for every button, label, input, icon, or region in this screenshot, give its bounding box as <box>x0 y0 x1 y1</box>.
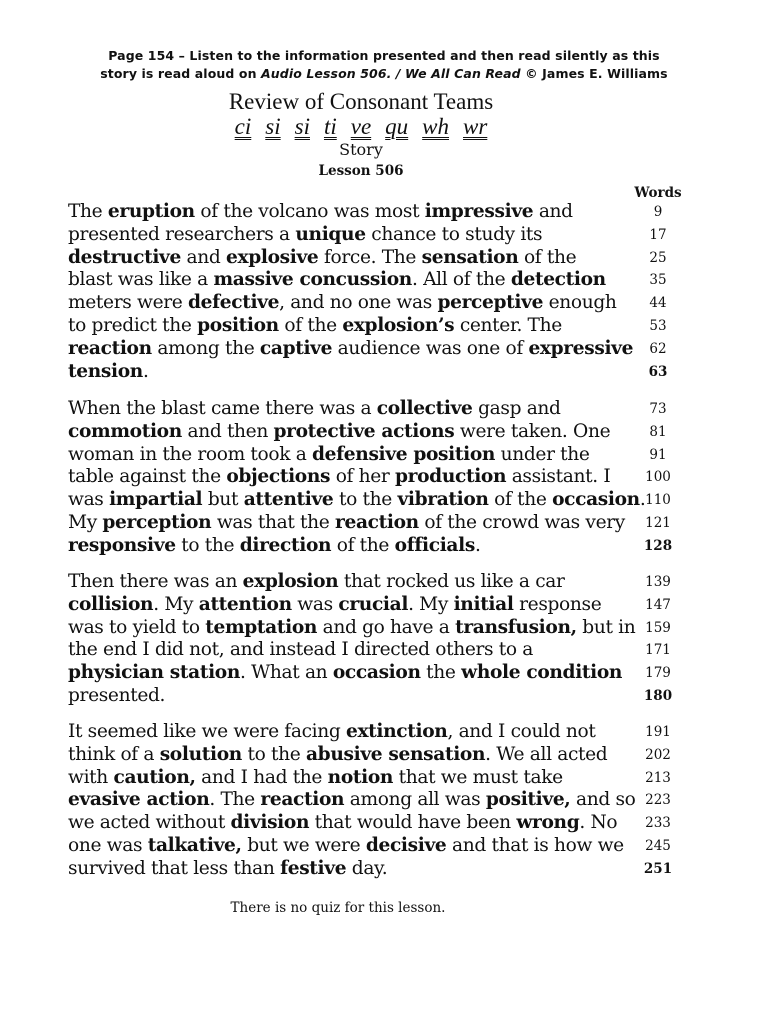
text-run: . My <box>408 593 454 615</box>
text-run: and that is how we <box>446 834 624 856</box>
text-run: to the <box>175 534 240 556</box>
text-run: that rocked us like a car <box>338 571 565 592</box>
text-run: table against the <box>68 466 227 488</box>
word-count: 223 <box>645 792 671 809</box>
story-line-text <box>68 421 610 444</box>
story-line-text <box>68 489 645 512</box>
vocab-word: tension <box>68 360 143 382</box>
vocab-word: production <box>395 466 507 488</box>
text-run: woman in the room took a <box>68 443 313 465</box>
word-count: 81 <box>649 423 667 440</box>
word-count: 171 <box>645 642 671 659</box>
vocab-word: positive, <box>485 789 571 811</box>
vocab-word: vibration <box>397 489 489 511</box>
story-line-text <box>68 224 542 247</box>
vocab-word: reaction <box>260 789 345 811</box>
vocab-word: temptation <box>205 616 318 638</box>
vocab-word: explosion <box>242 571 339 592</box>
vocab-word: division <box>230 812 310 834</box>
story-line <box>68 662 728 685</box>
text-run: audience was one of <box>332 337 529 359</box>
page-header <box>40 47 728 83</box>
vocab-word: collective <box>376 398 473 419</box>
story-line-text <box>68 639 533 662</box>
vocab-word: objections <box>226 466 331 488</box>
story-line-text <box>68 685 165 708</box>
vocab-word: explosive <box>226 246 319 268</box>
text-run: . We all acted <box>485 743 608 765</box>
vocab-word: attentive <box>243 489 334 511</box>
vocab-word: commotion <box>68 420 182 442</box>
team-si-2: si <box>294 114 310 139</box>
words-column-header: Words <box>634 185 682 201</box>
word-count: 233 <box>645 815 671 832</box>
vocab-word: occasion <box>552 489 640 511</box>
text-run: . My <box>153 593 199 615</box>
story-line <box>68 571 728 594</box>
text-run: were taken. One <box>454 420 611 442</box>
vocab-word: explosion’s <box>342 314 455 336</box>
text-run: of the crowd was very <box>418 511 625 533</box>
text-run: meters were <box>68 292 188 314</box>
story-line-text <box>68 512 625 535</box>
consonant-teams <box>0 113 722 141</box>
story-line-text <box>68 721 595 744</box>
vocab-word: decisive <box>365 834 447 856</box>
story-line-text <box>68 535 481 558</box>
team-qu: qu <box>385 114 409 139</box>
vocab-word: transfusion, <box>455 616 577 638</box>
text-run: blast was like a <box>68 269 214 291</box>
word-count: 202 <box>645 746 671 763</box>
story-line-text <box>68 789 636 812</box>
story-line <box>68 444 728 467</box>
vocab-word: talkative, <box>147 834 242 856</box>
text-run: to the <box>333 489 398 511</box>
text-run: My <box>68 511 103 533</box>
text-run: of her <box>330 466 396 488</box>
vocab-word: solution <box>159 743 242 765</box>
vocab-word: abusive sensation <box>305 743 486 765</box>
text-run: of the <box>278 314 343 336</box>
story-line <box>68 721 728 744</box>
story-line-text <box>68 571 565 594</box>
text-run: and then <box>181 420 274 442</box>
vocab-word: eruption <box>107 201 195 222</box>
story-line <box>68 639 728 662</box>
header-audio-lesson: Audio Lesson 506. / We All Can Read <box>261 66 521 81</box>
story-line-text <box>68 201 573 224</box>
story-paragraph-2 <box>68 398 728 558</box>
story-line-text <box>68 444 590 467</box>
text-run: survived that less than <box>68 857 281 879</box>
story-line <box>68 247 728 270</box>
text-run: center. The <box>454 314 562 336</box>
story-line-text <box>68 269 606 292</box>
text-run: to the <box>241 743 306 765</box>
vocab-word: sensation <box>421 246 519 268</box>
word-count: 73 <box>649 401 667 417</box>
vocab-word: initial <box>453 593 514 615</box>
vocab-word: attention <box>198 593 292 615</box>
story-paragraph-4 <box>68 721 728 881</box>
word-count: 17 <box>649 226 667 243</box>
text-run: and <box>533 201 573 222</box>
team-wr: wr <box>463 114 488 139</box>
text-run: one was <box>68 834 148 856</box>
story-paragraph-3 <box>68 571 728 708</box>
story-line-text <box>68 835 624 858</box>
story-line <box>68 535 728 558</box>
header-line-1: Page 154 – Listen to the information presented and then read silently as this <box>108 48 660 63</box>
text-run: The <box>68 201 108 222</box>
text-run: day. <box>346 857 388 879</box>
story-line-text <box>68 247 576 270</box>
vocab-word: officials <box>394 534 475 556</box>
text-run: but in <box>576 616 636 638</box>
vocab-word: evasive action <box>68 789 210 811</box>
story-line <box>68 512 728 535</box>
text-run: chance to study its <box>365 223 543 245</box>
vocab-word: festive <box>280 857 347 879</box>
text-run: . What an <box>240 662 333 684</box>
team-si: si <box>265 114 281 139</box>
vocab-word: impressive <box>424 201 534 222</box>
text-run: that would have been <box>309 812 517 834</box>
story-line-text <box>68 617 635 640</box>
text-run: and I had the <box>195 766 328 788</box>
text-run: was that the <box>211 511 336 533</box>
word-count: 9 <box>653 204 663 220</box>
story-line-text <box>68 338 633 361</box>
text-run: among all was <box>344 789 486 811</box>
story-line <box>68 201 728 224</box>
text-run: presented researchers a <box>68 223 296 245</box>
story-line <box>68 685 728 708</box>
story-line <box>68 224 728 247</box>
vocab-word: protective actions <box>273 420 455 442</box>
word-count-total: 63 <box>648 363 668 380</box>
text-run: force. The <box>318 246 422 268</box>
vocab-word: expressive <box>528 337 634 359</box>
header-line-2-prefix: story is read aloud on <box>100 66 262 81</box>
text-run: that we must take <box>393 766 563 788</box>
word-count: 110 <box>645 492 671 509</box>
lesson-label: Lesson 506 <box>318 163 404 179</box>
text-run: enough <box>543 292 617 314</box>
vocab-word: destructive <box>68 246 181 268</box>
story-line <box>68 338 728 361</box>
team-ti: ti <box>323 114 337 139</box>
story-line <box>68 398 728 421</box>
story-line <box>68 835 728 858</box>
story-line <box>68 789 728 812</box>
vocab-word: whole condition <box>461 662 623 684</box>
team-wh: wh <box>422 114 450 139</box>
story-line <box>68 489 728 512</box>
word-count: 159 <box>645 619 671 636</box>
text-run: gasp and <box>472 398 561 419</box>
vocab-word: caution, <box>113 766 196 788</box>
text-run: , and no one was <box>279 292 438 314</box>
story-label: Story <box>339 140 383 159</box>
word-count-total: 251 <box>643 860 673 877</box>
text-run: but we were <box>241 834 366 856</box>
text-run: under the <box>495 443 590 465</box>
vocab-word: position <box>197 314 279 336</box>
word-count: 53 <box>649 317 667 334</box>
word-count-total: 128 <box>643 537 673 554</box>
text-run: and so <box>570 789 636 811</box>
text-run: of the <box>488 489 553 511</box>
text-run: but <box>202 489 244 511</box>
text-run: and <box>180 246 227 268</box>
word-count: 44 <box>649 295 667 312</box>
vocab-word: crucial <box>338 593 409 615</box>
text-run: . No <box>579 812 618 834</box>
text-run: was <box>291 593 339 615</box>
story-line <box>68 767 728 790</box>
header-line-2 <box>40 65 728 83</box>
text-run: It seemed like we were facing <box>68 721 346 742</box>
vocab-word: captive <box>259 337 333 359</box>
story-line-text <box>68 361 149 384</box>
story-line <box>68 466 728 489</box>
text-run: . The <box>209 789 261 811</box>
page-title: Review of Consonant Teams <box>228 89 494 114</box>
text-run: Then there was an <box>68 571 243 592</box>
vocab-word: wrong <box>516 812 580 834</box>
text-run: the <box>420 662 462 684</box>
text-run: of the volcano was most <box>194 201 425 222</box>
vocab-word: defective <box>187 292 280 314</box>
text-run: . <box>639 489 646 511</box>
text-run: . <box>474 534 481 556</box>
text-run: assistant. I <box>506 466 611 488</box>
word-count: 91 <box>649 446 667 463</box>
text-run: to predict the <box>68 314 198 336</box>
story-line-text <box>68 594 601 617</box>
vocab-word: unique <box>295 223 366 245</box>
text-run: . All of the <box>411 269 511 291</box>
story-line-text <box>68 812 617 835</box>
text-run: think of a <box>68 743 160 765</box>
team-ci: ci <box>234 114 252 139</box>
text-run: we acted without <box>68 812 231 834</box>
team-ve: ve <box>350 114 372 139</box>
word-count: 213 <box>645 769 671 786</box>
story-line-text <box>68 466 610 489</box>
header-copyright: © James E. Williams <box>520 66 668 81</box>
story-line <box>68 421 728 444</box>
story-line-text <box>68 767 563 790</box>
text-run: presented. <box>68 684 166 706</box>
vocab-word: extinction <box>345 721 448 742</box>
text-run: When the blast came there was a <box>68 398 377 419</box>
text-run: was <box>68 489 110 511</box>
story-line <box>68 744 728 767</box>
story-line <box>68 812 728 835</box>
word-count: 100 <box>645 469 671 486</box>
word-count: 25 <box>649 249 667 266</box>
vocab-word: reaction <box>335 511 419 533</box>
quiz-note: There is no quiz for this lesson. <box>230 900 446 916</box>
text-run: was to yield to <box>68 616 206 638</box>
vocab-word: defensive position <box>312 443 496 465</box>
text-run: among the <box>151 337 260 359</box>
story-line-text <box>68 858 387 881</box>
vocab-word: notion <box>327 766 394 788</box>
story-line-text <box>68 744 607 767</box>
story-line <box>68 292 728 315</box>
story-line-text <box>68 315 562 338</box>
story-line-text <box>68 398 561 421</box>
vocab-word: responsive <box>68 534 176 556</box>
word-count: 35 <box>649 272 667 289</box>
vocab-word: occasion <box>332 662 421 684</box>
story-line <box>68 269 728 292</box>
text-run: of the <box>518 246 577 268</box>
word-count: 179 <box>645 665 671 682</box>
story-line <box>68 594 728 617</box>
story-line-text <box>68 292 617 315</box>
word-count: 139 <box>645 574 671 590</box>
story-paragraph-1 <box>68 201 728 383</box>
vocab-word: direction <box>239 534 332 556</box>
story-line <box>68 315 728 338</box>
vocab-word: reaction <box>68 337 152 359</box>
text-run: the end I did not, and instead I directed others to a <box>68 639 534 661</box>
word-count: 245 <box>645 837 671 854</box>
vocab-word: perception <box>102 511 212 533</box>
text-run: and go have a <box>317 616 456 638</box>
text-run: of the <box>331 534 395 556</box>
story-line <box>68 361 728 384</box>
text-run: response <box>513 593 602 615</box>
story-line <box>68 617 728 640</box>
text-run: . <box>142 360 149 382</box>
word-count: 191 <box>645 724 671 740</box>
word-count: 147 <box>645 596 671 613</box>
text-run: with <box>68 766 114 788</box>
word-count: 62 <box>649 340 667 357</box>
vocab-word: impartial <box>109 489 203 511</box>
word-count: 121 <box>645 514 671 531</box>
story-line-text <box>68 662 622 685</box>
vocab-word: massive concussion <box>213 269 412 291</box>
story-line <box>68 858 728 881</box>
vocab-word: physician station <box>68 662 241 684</box>
vocab-word: detection <box>510 269 606 291</box>
word-count-total: 180 <box>643 687 673 704</box>
vocab-word: collision <box>68 593 154 615</box>
vocab-word: perceptive <box>437 292 544 314</box>
text-run: , and I could not <box>447 721 596 742</box>
